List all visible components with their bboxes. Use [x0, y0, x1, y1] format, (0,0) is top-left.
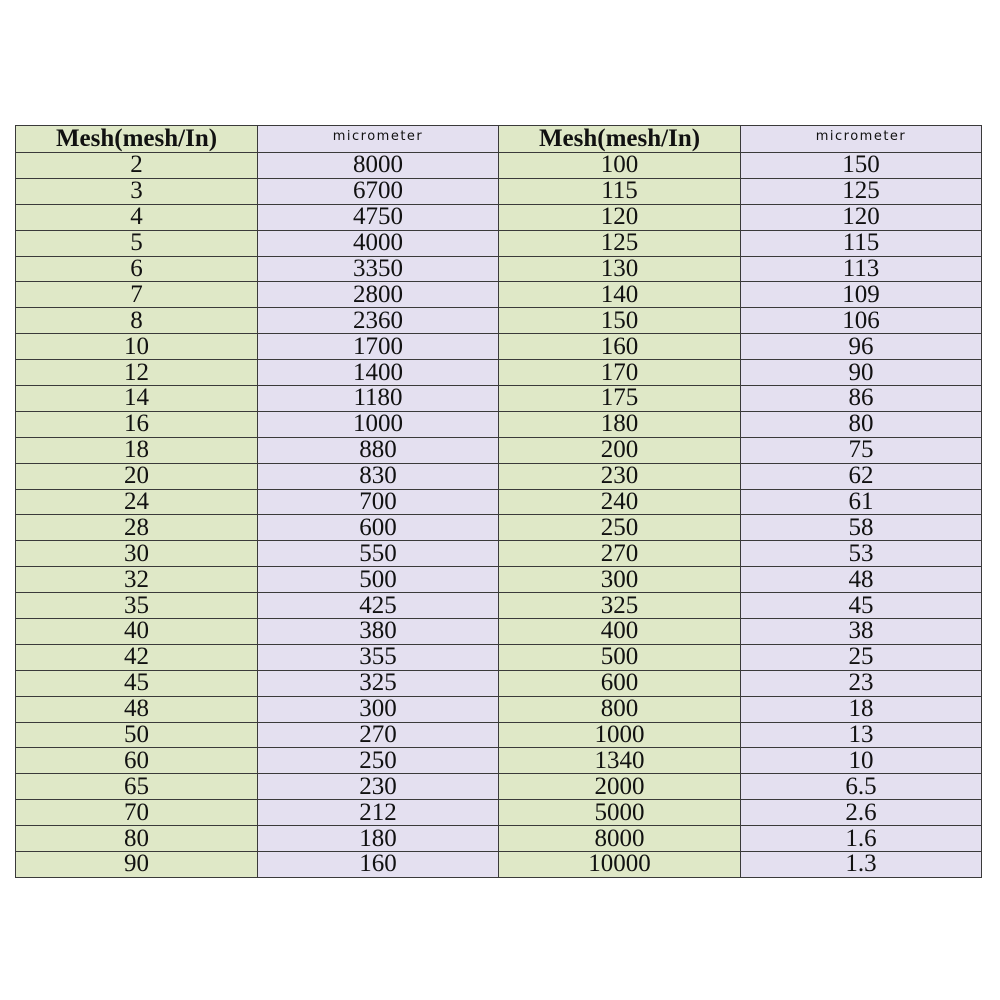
mesh-right-cell: 1000	[499, 722, 741, 748]
micrometer-left-cell: 2360	[258, 308, 499, 334]
table-row	[16, 826, 982, 852]
table-row	[16, 437, 982, 463]
table-row	[16, 334, 982, 360]
table-row	[16, 696, 982, 722]
table-row	[16, 489, 982, 515]
mesh-right-cell: 175	[499, 386, 741, 412]
mesh-right-cell: 170	[499, 360, 741, 386]
micrometer-left-cell: 230	[258, 774, 499, 800]
mesh-left-cell: 6	[16, 256, 258, 282]
micrometer-right-cell: 23	[741, 670, 982, 696]
mesh-right-cell: 325	[499, 593, 741, 619]
micrometer-right-cell: 38	[741, 619, 982, 645]
mesh-left-cell: 90	[16, 852, 258, 878]
micrometer-right-cell: 86	[741, 386, 982, 412]
mesh-right-cell: 125	[499, 230, 741, 256]
mesh-right-cell: 1340	[499, 748, 741, 774]
micrometer-right-cell: 125	[741, 178, 982, 204]
micrometer-left-cell: 355	[258, 644, 499, 670]
micrometer-right-cell: 62	[741, 463, 982, 489]
table-row	[16, 619, 982, 645]
mesh-right-cell: 300	[499, 567, 741, 593]
table-row	[16, 644, 982, 670]
table-row	[16, 153, 982, 179]
mesh-right-cell: 130	[499, 256, 741, 282]
micrometer-right-cell: 10	[741, 748, 982, 774]
micrometer-right-cell: 61	[741, 489, 982, 515]
micrometer-right-cell: 115	[741, 230, 982, 256]
table-row	[16, 386, 982, 412]
mesh-right-cell: 160	[499, 334, 741, 360]
micrometer-right-cell: 109	[741, 282, 982, 308]
table-row	[16, 748, 982, 774]
mesh-left-cell: 28	[16, 515, 258, 541]
mesh-right-cell: 400	[499, 619, 741, 645]
mesh-right-cell: 5000	[499, 800, 741, 826]
micrometer-right-cell: 25	[741, 644, 982, 670]
micrometer-left-cell: 380	[258, 619, 499, 645]
micrometer-right-cell: 48	[741, 567, 982, 593]
mesh-left-cell: 7	[16, 282, 258, 308]
table-row	[16, 256, 982, 282]
micrometer-left-cell: 160	[258, 852, 499, 878]
mesh-left-cell: 16	[16, 411, 258, 437]
mesh-left-cell: 18	[16, 437, 258, 463]
mesh-right-cell: 10000	[499, 852, 741, 878]
mesh-left-cell: 3	[16, 178, 258, 204]
micrometer-right-cell: 90	[741, 360, 982, 386]
micrometer-right-cell: 150	[741, 153, 982, 179]
micrometer-left-cell: 500	[258, 567, 499, 593]
micrometer-left-cell: 425	[258, 593, 499, 619]
table-row	[16, 722, 982, 748]
mesh-right-cell: 115	[499, 178, 741, 204]
header-mesh-left: Mesh(mesh/In)	[16, 126, 258, 153]
mesh-right-cell: 100	[499, 153, 741, 179]
micrometer-left-cell: 325	[258, 670, 499, 696]
mesh-right-cell: 270	[499, 541, 741, 567]
micrometer-left-cell: 1000	[258, 411, 499, 437]
micrometer-left-cell: 180	[258, 826, 499, 852]
mesh-left-cell: 70	[16, 800, 258, 826]
mesh-left-cell: 60	[16, 748, 258, 774]
table-body	[16, 153, 982, 878]
mesh-conversion-table	[15, 125, 982, 878]
mesh-left-cell: 20	[16, 463, 258, 489]
mesh-right-cell: 8000	[499, 826, 741, 852]
header-row	[16, 126, 982, 153]
mesh-left-cell: 48	[16, 696, 258, 722]
mesh-left-cell: 10	[16, 334, 258, 360]
micrometer-left-cell: 880	[258, 437, 499, 463]
mesh-left-cell: 14	[16, 386, 258, 412]
micrometer-left-cell: 4750	[258, 204, 499, 230]
micrometer-left-cell: 830	[258, 463, 499, 489]
table-row	[16, 204, 982, 230]
mesh-right-cell: 2000	[499, 774, 741, 800]
mesh-left-cell: 5	[16, 230, 258, 256]
header-micrometer-right: micrometer	[741, 126, 982, 153]
micrometer-left-cell: 1400	[258, 360, 499, 386]
mesh-right-cell: 500	[499, 644, 741, 670]
mesh-right-cell: 150	[499, 308, 741, 334]
table-row	[16, 360, 982, 386]
table-row	[16, 282, 982, 308]
table-row	[16, 541, 982, 567]
mesh-left-cell: 4	[16, 204, 258, 230]
mesh-right-cell: 140	[499, 282, 741, 308]
mesh-right-cell: 250	[499, 515, 741, 541]
micrometer-left-cell: 600	[258, 515, 499, 541]
table-row	[16, 308, 982, 334]
table-row	[16, 670, 982, 696]
table-row	[16, 774, 982, 800]
table-row	[16, 178, 982, 204]
mesh-left-cell: 24	[16, 489, 258, 515]
micrometer-left-cell: 3350	[258, 256, 499, 282]
micrometer-left-cell: 4000	[258, 230, 499, 256]
micrometer-right-cell: 106	[741, 308, 982, 334]
micrometer-left-cell: 6700	[258, 178, 499, 204]
micrometer-right-cell: 53	[741, 541, 982, 567]
mesh-right-cell: 600	[499, 670, 741, 696]
mesh-left-cell: 40	[16, 619, 258, 645]
micrometer-left-cell: 550	[258, 541, 499, 567]
micrometer-right-cell: 13	[741, 722, 982, 748]
micrometer-left-cell: 1180	[258, 386, 499, 412]
mesh-right-cell: 230	[499, 463, 741, 489]
table-row	[16, 593, 982, 619]
micrometer-left-cell: 270	[258, 722, 499, 748]
micrometer-left-cell: 8000	[258, 153, 499, 179]
table-row	[16, 567, 982, 593]
header-mesh-right: Mesh(mesh/In)	[499, 126, 741, 153]
micrometer-right-cell: 96	[741, 334, 982, 360]
table-row	[16, 515, 982, 541]
table-row	[16, 852, 982, 878]
micrometer-right-cell: 120	[741, 204, 982, 230]
mesh-left-cell: 45	[16, 670, 258, 696]
micrometer-left-cell: 1700	[258, 334, 499, 360]
mesh-right-cell: 200	[499, 437, 741, 463]
micrometer-right-cell: 75	[741, 437, 982, 463]
micrometer-left-cell: 250	[258, 748, 499, 774]
micrometer-right-cell: 2.6	[741, 800, 982, 826]
mesh-left-cell: 8	[16, 308, 258, 334]
micrometer-left-cell: 2800	[258, 282, 499, 308]
mesh-left-cell: 2	[16, 153, 258, 179]
header-micrometer-left: micrometer	[258, 126, 499, 153]
micrometer-right-cell: 18	[741, 696, 982, 722]
mesh-right-cell: 120	[499, 204, 741, 230]
mesh-left-cell: 32	[16, 567, 258, 593]
micrometer-right-cell: 1.6	[741, 826, 982, 852]
mesh-left-cell: 12	[16, 360, 258, 386]
mesh-right-cell: 240	[499, 489, 741, 515]
mesh-right-cell: 180	[499, 411, 741, 437]
micrometer-right-cell: 45	[741, 593, 982, 619]
mesh-right-cell: 800	[499, 696, 741, 722]
mesh-left-cell: 50	[16, 722, 258, 748]
micrometer-right-cell: 113	[741, 256, 982, 282]
mesh-left-cell: 65	[16, 774, 258, 800]
micrometer-right-cell: 1.3	[741, 852, 982, 878]
micrometer-right-cell: 58	[741, 515, 982, 541]
micrometer-left-cell: 212	[258, 800, 499, 826]
mesh-left-cell: 30	[16, 541, 258, 567]
mesh-left-cell: 42	[16, 644, 258, 670]
table-row	[16, 230, 982, 256]
table-row	[16, 800, 982, 826]
mesh-left-cell: 80	[16, 826, 258, 852]
micrometer-right-cell: 6.5	[741, 774, 982, 800]
micrometer-left-cell: 700	[258, 489, 499, 515]
table-row	[16, 411, 982, 437]
micrometer-right-cell: 80	[741, 411, 982, 437]
mesh-left-cell: 35	[16, 593, 258, 619]
micrometer-left-cell: 300	[258, 696, 499, 722]
table-row	[16, 463, 982, 489]
